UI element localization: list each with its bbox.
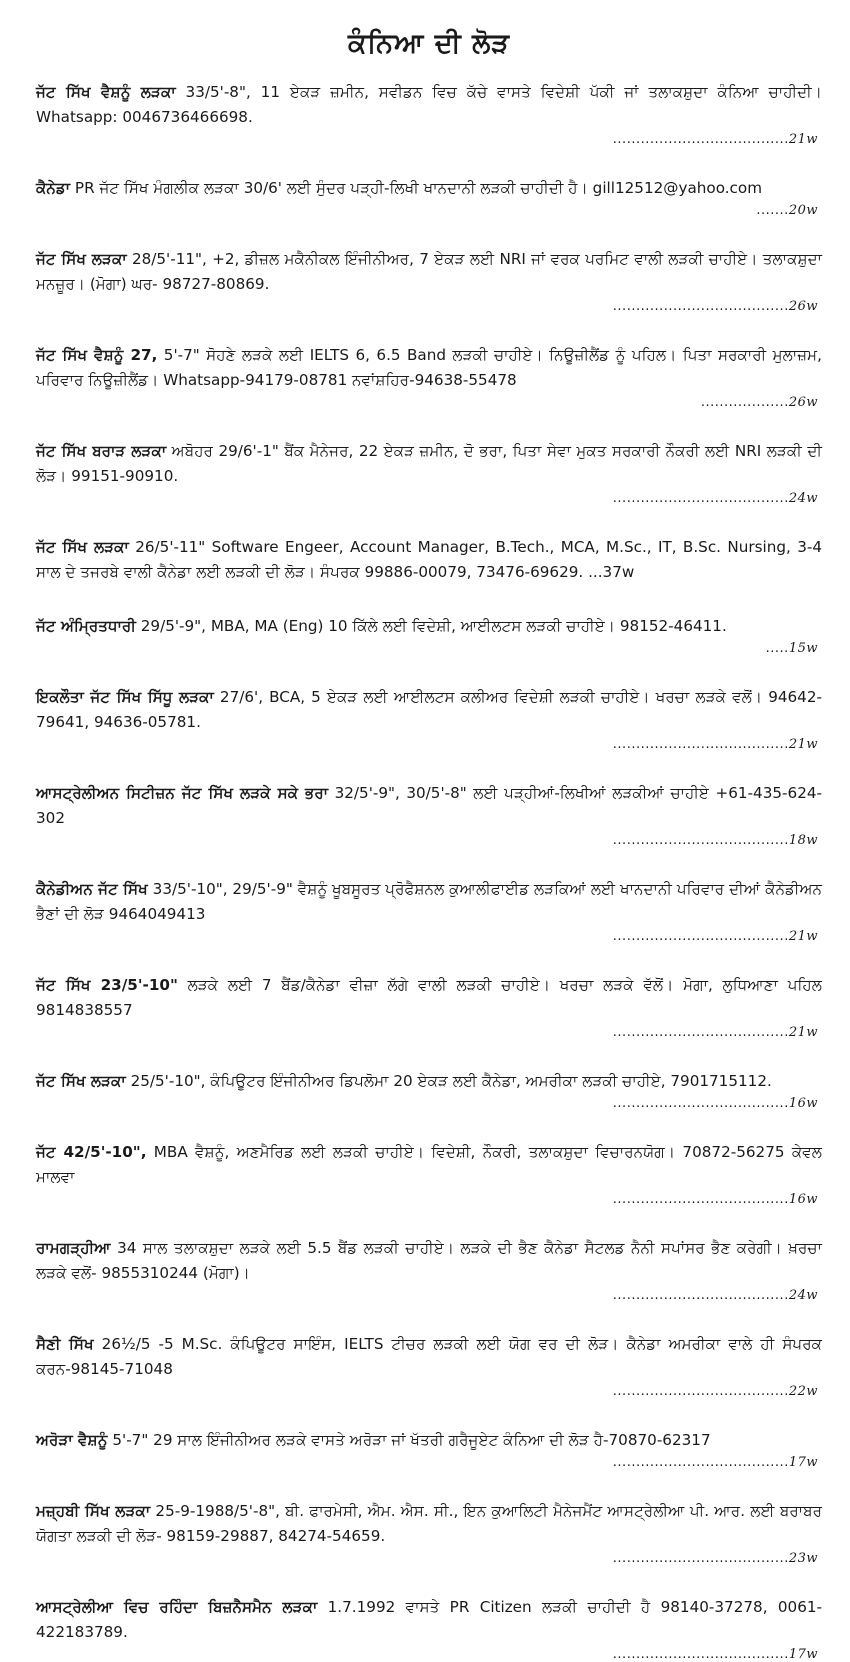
ad-text: 33/5'-10", 29/5'-9" ਵੈਸ਼ਨੂੰ ਖੂਬਸੂਰਤ ਪ੍ਰੋਫੈਸ਼ਨਲ ਕੁਆਲੀਫਾਈਡ ਲੜਕਿਆਂ ਲਈ ਖਾਨਦਾਨੀ ਪਰਿਵਾਰ ਦੀਆਂ ਕੈਨੇਡੀਅਨ ਭੈਣਾਂ ਦੀ ਲੋੜ 9464049413 [36,880,822,923]
ad-body [36,247,822,297]
ad-leader-dots: ...................................... [612,1288,789,1303]
ad-code: 16w [788,1192,818,1207]
ad-body [36,535,822,585]
ad-leader-dots: ....... [756,203,789,218]
classified-ad [36,877,822,944]
ad-code: 16w [788,1096,818,1111]
classified-ad [36,80,822,147]
ad-text: 32/5'-9", 30/5'-8" ਲਈ ਪੜ੍ਹੀਆਂ-ਲਿਖੀਆਂ ਲੜਕੀਆਂ ਚਾਹੀਏ +61-435-624-302 [36,784,822,827]
ad-leader-dots: ...................................... [612,1551,789,1566]
classified-ad [36,781,822,848]
classified-ad [36,1332,822,1399]
ad-body [36,1332,822,1382]
ad-footer [36,1288,822,1303]
ad-code: 21w [788,132,818,147]
ad-footer [36,1455,822,1470]
ad-body [36,1069,822,1094]
ad-text: 5'-7" ਸੋਹਣੇ ਲੜਕੇ ਲਈ IELTS 6, 6.5 Band ਲੜਕੀ ਚਾਹੀਏ। ਨਿਊਜ਼ੀਲੈਂਡ ਨੂੰ ਪਹਿਲ। ਪਿਤਾ ਸਰਕਾਰੀ ਮੁਲਾਜ਼ਮ, ਪਰਿਵਾਰ ਨਿਊਜ਼ੀਲੈਂਡ। Whatsapp-94179-08781 ਨਵਾਂਸ਼ਹਿਰ-94638-55478 [36,346,822,389]
ad-lead: ਜੱਟ ਸਿੱਖ ਲੜਕਾ [36,250,127,268]
ad-body [36,1140,822,1190]
ad-lead: ਜੱਟ ਸਿੱਖ ਬਰਾੜ ਲੜਕਾ [36,442,167,460]
classified-ad [36,1499,822,1566]
ad-footer [36,929,822,944]
ad-footer [36,395,822,410]
ad-footer [36,1192,822,1207]
ad-body [36,1595,822,1645]
ad-leader-dots: ...................................... [612,299,789,314]
ad-leader-dots: ...................................... [612,1025,789,1040]
ad-text: 25-9-1988/5'-8", ਬੀ. ਫਾਰਮੇਸੀ, ਐਮ. ਐਸ. ਸੀ., ਇਨ ਕੁਆਲਿਟੀ ਮੈਨੇਜਮੈਂਟ ਆਸਟ੍ਰੇਲੀਆ ਪੀ. ਆਰ. ਲਈ ਬਰਾਬਰ ਯੋਗਤਾ ਲੜਕੀ ਦੀ ਲੋੜ- 98159-29887, 84274-54659. [36,1502,822,1545]
ad-lead: ਆਸਟ੍ਰੇਲੀਅਨ ਸਿਟੀਜ਼ਨ ਜੱਟ ਸਿੱਖ ਲੜਕੇ ਸਕੇ ਭਰਾ [36,784,329,802]
ad-body [36,877,822,927]
ad-body [36,973,822,1023]
ad-leader-dots: ...................................... [612,929,789,944]
classified-ad [36,685,822,752]
ad-lead: ਅਰੋੜਾ ਵੈਸ਼ਨੂੰ [36,1431,108,1449]
ad-text: 27/6', BCA, 5 ਏਕੜ ਲਈ ਆਈਲਟਸ ਕਲੀਅਰ ਵਿਦੇਸ਼ੀ ਲੜਕੀ ਚਾਹੀਏ। ਖਰਚਾ ਲੜਕੇ ਵਲੋਂ। 94642-79641, 94636-05781. [36,688,822,731]
ad-body [36,176,822,201]
ad-text: 28/5'-11", +2, ਡੀਜ਼ਲ ਮਕੈਨੀਕਲ ਇੰਜੀਨੀਅਰ, 7 ਏਕੜ ਲਈ NRI ਜਾਂ ਵਰਕ ਪਰਮਿਟ ਵਾਲੀ ਲੜਕੀ ਚਾਹੀਏ। ਤਲਾਕਸ਼ੁਦਾ ਮਨਜ਼ੂਰ। (ਮੋਗਾ) ਘਰ- 98727-80869. [36,250,822,293]
ad-lead: ਕੈਨੇਡਾ [36,179,71,197]
classified-ad [36,439,822,506]
ad-code: 22w [788,1384,818,1399]
ad-text: 1.7.1992 ਵਾਸਤੇ PR Citizen ਲੜਕੀ ਚਾਹੀਦੀ ਹੈ 98140-37278, 0061-422183789. [36,1598,822,1641]
ad-lead: ਜੱਟ ਸਿੱਖ ਲੜਕਾ [36,1072,126,1090]
ad-code: 15w [788,641,818,656]
ad-lead: ਜੱਟ ਸਿੱਖ ਵੈਸ਼ਨੂੰ 27, [36,346,158,364]
ad-leader-dots: ...................................... [612,1096,789,1111]
ad-text: 5'-7" 29 ਸਾਲ ਇੰਜੀਨੀਅਰ ਲੜਕੇ ਵਾਸਤੇ ਅਰੋੜਾ ਜਾਂ ਖੱਤਰੀ ਗਰੈਜੂਏਟ ਕੰਨਿਆ ਦੀ ਲੋੜ ਹੈ-70870-62317 [107,1431,711,1449]
ad-leader-dots: ..... [765,641,789,656]
ad-code: 17w [788,1455,818,1470]
ad-lead: ਮਜ਼੍ਹਬੀ ਸਿੱਖ ਲੜਕਾ [36,1502,151,1520]
classified-ad [36,614,822,656]
ad-body [36,1236,822,1286]
classified-ad [36,1428,822,1470]
ad-footer [36,1647,822,1662]
ad-lead: ਇਕਲੌਤਾ ਜੱਟ ਸਿੱਖ ਸਿੱਧੂ ਲੜਕਾ [36,688,214,706]
ad-code: 20w [788,203,818,218]
ad-code: 26w [788,395,818,410]
ad-lead: ਜੱਟ ਸਿੱਖ 23/5'-10" [36,976,178,994]
classified-ad [36,343,822,410]
ad-text: PR ਜੱਟ ਸਿੱਖ ਮੰਗਲੀਕ ਲੜਕਾ 30/6' ਲਈ ਸੁੰਦਰ ਪੜ੍ਹੀ-ਲਿਖੀ ਖਾਨਦਾਨੀ ਲੜਕੀ ਚਾਹੀਦੀ ਹੈ। gill12512@yahoo.com [70,179,762,197]
ad-code: 23w [788,1551,818,1566]
ad-footer [36,491,822,506]
ad-code: 18w [788,833,818,848]
ad-code: 26w [788,299,818,314]
ad-footer [36,1025,822,1040]
ad-footer [36,1551,822,1566]
classified-ad [36,1236,822,1303]
classified-ad [36,176,822,218]
ad-text: 26½/5 -5 M.Sc. ਕੰਪਿਊਟਰ ਸਾਇੰਸ, IELTS ਟੀਚਰ ਲੜਕੀ ਲਈ ਯੋਗ ਵਰ ਦੀ ਲੋੜ। ਕੈਨੇਡਾ ਅਮਰੀਕਾ ਵਾਲੇ ਹੀ ਸੰਪਰਕ ਕਰਨ-98145-71048 [36,1335,823,1378]
page-title: ਕੰਨਿਆ ਦੀ ਲੋੜ [347,28,511,59]
ad-text: 26/5'-11" Software Engeer, Account Manager, B.Tech., MCA, M.Sc., IT, B.Sc. Nursing, 3-4 ਸਾਲ ਦੇ ਤਜਰਬੇ ਵਾਲੀ ਕੈਨੇਡਾ ਲਈ ਲੜਕੀ ਦੀ ਲੋੜ। ਸੰਪਰਕ 99886-00079, 73476-69629. ...37w [36,538,823,581]
ad-footer [36,299,822,314]
ad-code: 21w [788,929,818,944]
ad-body [36,685,822,735]
ad-footer [36,203,822,218]
ad-body [36,1428,822,1453]
ad-lead: ਕੈਨੇਡੀਅਨ ਜੱਟ ਸਿੱਖ [36,880,148,898]
ad-footer [36,641,822,656]
ad-code: 21w [788,737,818,752]
ad-text: ਅਬੋਹਰ 29/6'-1" ਬੈਂਕ ਮੈਨੇਜਰ, 22 ਏਕੜ ਜ਼ਮੀਨ, ਦੋ ਭਰਾ, ਪਿਤਾ ਸੇਵਾ ਮੁਕਤ ਸਰਕਾਰੀ ਨੌਕਰੀ ਲਈ NRI ਲੜਕੀ ਦੀ ਲੋੜ। 99151-90910. [36,442,822,485]
classified-ad [36,247,822,314]
ad-lead: ਸੈਣੀ ਸਿੱਖ [36,1335,94,1353]
ad-leader-dots: ...................................... [612,1455,789,1470]
classified-ad [36,1595,822,1662]
ad-leader-dots: ...................................... [612,491,789,506]
ad-leader-dots: ...................................... [612,1192,789,1207]
ad-lead: ਜੱਟ ਸਿੱਖ ਵੈਸ਼ਨੂੰ ਲੜਕਾ [36,83,176,101]
ad-lead: ਜੱਟ 42/5'-10", [36,1143,147,1161]
classified-ad [36,1069,822,1111]
ad-text: 29/5'-9", MBA, MA (Eng) 10 ਕਿੱਲੇ ਲਈ ਵਿਦੇਸ਼ੀ, ਆਈਲਟਸ ਲੜਕੀ ਚਾਹੀਏ। 98152-46411. [135,617,727,635]
ad-text: 33/5'-8", 11 ਏਕੜ ਜ਼ਮੀਨ, ਸਵੀਡਨ ਵਿਚ ਕੱਚੇ ਵਾਸਤੇ ਵਿਦੇਸ਼ੀ ਪੱਕੀ ਜਾਂ ਤਲਾਕਸ਼ੁਦਾ ਕੰਨਿਆ ਚਾਹੀਦੀ। Whatsapp: 0046736466698. [36,83,822,126]
classified-ad [36,973,822,1040]
ad-leader-dots: ...................................... [612,132,789,147]
classified-ad [36,1140,822,1207]
ad-body [36,343,822,393]
ad-body [36,1499,822,1549]
ad-leader-dots: ...................................... [612,1647,789,1662]
ad-footer [36,132,822,147]
ad-body [36,781,822,831]
ads-list [36,80,822,1662]
ad-code: 17w [788,1647,818,1662]
ad-code: 21w [788,1025,818,1040]
ad-text: MBA ਵੈਸ਼ਨੂੰ, ਅਣਮੈਰਿਡ ਲਈ ਲੜਕੀ ਚਾਹੀਏ। ਵਿਦੇਸ਼ੀ, ਨੌਕਰੀ, ਤਲਾਕਸ਼ੁਦਾ ਵਿਚਾਰਨਯੋਗ। 70872-56275 ਕੇਵਲ ਮਾਲਵਾ [36,1143,822,1186]
ad-body [36,439,822,489]
ad-lead: ਆਸਟ੍ਰੇਲੀਆ ਵਿਚ ਰਹਿੰਦਾ ਬਿਜ਼ਨੈਸਮੈਨ ਲੜਕਾ [36,1598,318,1616]
ad-lead: ਰਾਮਗੜ੍ਹੀਆ [36,1239,111,1257]
ad-footer [36,1384,822,1399]
ad-text: 34 ਸਾਲ ਤਲਾਕਸ਼ੁਦਾ ਲੜਕੇ ਲਈ 5.5 ਬੈਂਡ ਲੜਕੀ ਚਾਹੀਏ। ਲੜਕੇ ਦੀ ਭੈਣ ਕੈਨੇਡਾ ਸੈਟਲਡ ਨੈਨੀ ਸਪਾਂਸਰ ਭੈਣ ਕਰੇਗੀ। ਖ਼ਰਚਾ ਲੜਕੇ ਵਲੋਂ- 9855310244 (ਮੋਗਾ)। [36,1239,822,1282]
ad-leader-dots: ...................................... [612,833,789,848]
ad-text: 25/5'-10", ਕੰਪਿਊਟਰ ਇੰਜੀਨੀਅਰ ਡਿਪਲੋਮਾ 20 ਏਕੜ ਲਈ ਕੈਨੇਡਾ, ਅਮਰੀਕਾ ਲੜਕੀ ਚਾਹੀਏ, 7901715112. [125,1072,772,1090]
ad-lead: ਜੱਟ ਅੰਮ੍ਰਿਤਧਾਰੀ [36,617,136,635]
ad-footer [36,833,822,848]
ad-lead: ਜੱਟ ਸਿੱਖ ਲੜਕਾ [36,538,129,556]
ad-text: ਲੜਕੇ ਲਈ 7 ਬੈਂਡ/ਕੈਨੇਡਾ ਵੀਜ਼ਾ ਲੱਗੇ ਵਾਲੀ ਲੜਕੀ ਚਾਹੀਏ। ਖਰਚਾ ਲੜਕੇ ਵੱਲੋਂ। ਮੋਗਾ, ਲੁਧਿਆਣਾ ਪਹਿਲ 9814838557 [36,976,822,1019]
ad-body [36,614,822,639]
ad-leader-dots: ...................................... [612,737,789,752]
ad-footer [36,737,822,752]
ad-leader-dots: ................... [700,395,789,410]
ad-body [36,80,822,130]
classified-ad [36,535,822,585]
ad-footer [36,1096,822,1111]
ad-leader-dots: ...................................... [612,1384,789,1399]
ad-code: 24w [788,1288,818,1303]
ad-code: 24w [788,491,818,506]
